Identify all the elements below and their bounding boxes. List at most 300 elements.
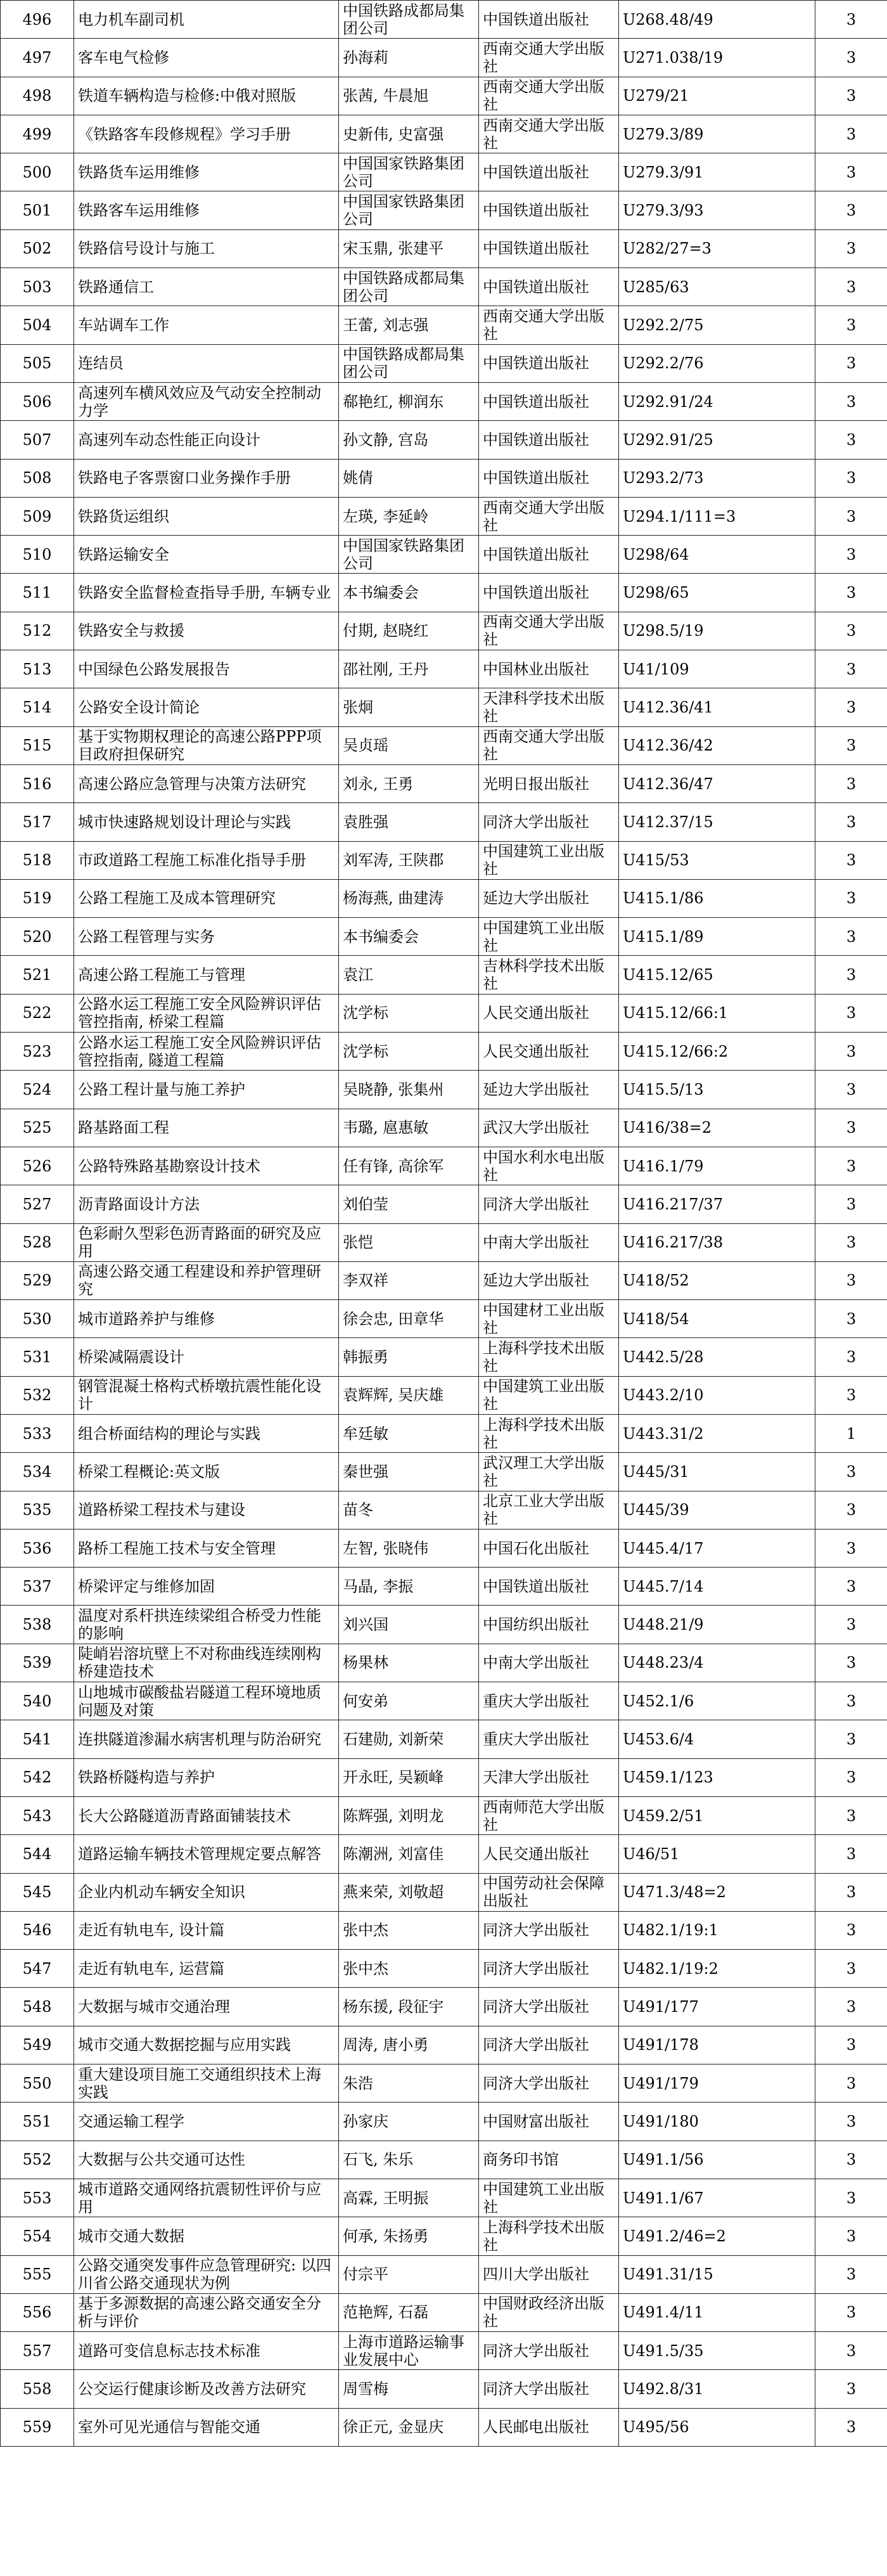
table-row <box>1 764 887 802</box>
book-title-cell: 温度对系杆拱连续梁组合桥受力性能的影响 <box>74 1606 339 1644</box>
author-cell: 刘兴国 <box>339 1606 479 1644</box>
call-number-cell: U416.1/79 <box>619 1147 815 1185</box>
book-title-cell: 铁路通信工 <box>74 268 339 306</box>
call-number-cell: U448.23/4 <box>619 1644 815 1682</box>
author-cell: 韩振勇 <box>339 1338 479 1376</box>
row-number-cell: 524 <box>1 1071 74 1109</box>
row-number-cell: 515 <box>1 726 74 764</box>
publisher-cell: 人民交通出版社 <box>479 1033 619 1071</box>
table-row <box>1 612 887 650</box>
book-title-cell: 电力机车副司机 <box>74 1 339 39</box>
publisher-cell: 中国劳动社会保障出版社 <box>479 1873 619 1911</box>
quantity-cell: 3 <box>815 1720 887 1758</box>
row-number-cell: 511 <box>1 574 74 612</box>
call-number-cell: U443.2/10 <box>619 1376 815 1414</box>
publisher-cell: 中国铁道出版社 <box>479 344 619 382</box>
book-title-cell: 铁路信号设计与施工 <box>74 229 339 267</box>
row-number-cell: 520 <box>1 918 74 956</box>
row-number-cell: 536 <box>1 1529 74 1567</box>
book-title-cell: 市政道路工程施工标准化指导手册 <box>74 841 339 879</box>
call-number-cell: U298/64 <box>619 536 815 574</box>
author-cell: 周雪梅 <box>339 2370 479 2408</box>
quantity-cell: 3 <box>815 688 887 726</box>
table-row <box>1 1071 887 1109</box>
author-cell: 本书编委会 <box>339 574 479 612</box>
quantity-cell: 3 <box>815 536 887 574</box>
call-number-cell: U492.8/31 <box>619 2370 815 2408</box>
table-row <box>1 1 887 39</box>
row-number-cell: 513 <box>1 650 74 688</box>
row-number-cell: 541 <box>1 1720 74 1758</box>
call-number-cell: U459.1/123 <box>619 1758 815 1796</box>
table-row <box>1 726 887 764</box>
row-number-cell: 498 <box>1 77 74 115</box>
row-number-cell: 553 <box>1 2179 74 2217</box>
table-row <box>1 1185 887 1223</box>
row-number-cell: 506 <box>1 382 74 420</box>
publisher-cell: 同济大学出版社 <box>479 1988 619 2026</box>
author-cell: 王蕾, 刘志强 <box>339 306 479 344</box>
author-cell: 邵社刚, 王丹 <box>339 650 479 688</box>
publisher-cell: 上海科学技术出版社 <box>479 1414 619 1452</box>
call-number-cell: U285/63 <box>619 268 815 306</box>
call-number-cell: U279.3/89 <box>619 115 815 153</box>
row-number-cell: 545 <box>1 1873 74 1911</box>
book-title-cell: 室外可见光通信与智能交通 <box>74 2408 339 2446</box>
table-row <box>1 2103 887 2141</box>
book-title-cell: 中国绿色公路发展报告 <box>74 650 339 688</box>
row-number-cell: 501 <box>1 191 74 229</box>
publisher-cell: 中国建筑工业出版社 <box>479 841 619 879</box>
publisher-cell: 中国铁道出版社 <box>479 574 619 612</box>
table-row <box>1 650 887 688</box>
quantity-cell: 3 <box>815 421 887 459</box>
table-row <box>1 191 887 229</box>
table-row <box>1 229 887 267</box>
book-title-cell: 公路工程施工及成本管理研究 <box>74 879 339 917</box>
publisher-cell: 人民邮电出版社 <box>479 2408 619 2446</box>
table-row <box>1 2179 887 2217</box>
quantity-cell: 3 <box>815 1911 887 1949</box>
publisher-cell: 中国建材工业出版社 <box>479 1300 619 1338</box>
book-title-cell: 连结员 <box>74 344 339 382</box>
book-title-cell: 沥青路面设计方法 <box>74 1185 339 1223</box>
call-number-cell: U268.48/49 <box>619 1 815 39</box>
publisher-cell: 中国铁道出版社 <box>479 421 619 459</box>
quantity-cell: 3 <box>815 2064 887 2103</box>
quantity-cell: 3 <box>815 1568 887 1606</box>
author-cell: 中国铁路成都局集团公司 <box>339 344 479 382</box>
book-title-cell: 公路安全设计简论 <box>74 688 339 726</box>
quantity-cell: 3 <box>815 497 887 535</box>
quantity-cell: 3 <box>815 2141 887 2179</box>
publisher-cell: 中国纺织出版社 <box>479 1606 619 1644</box>
call-number-cell: U491.4/11 <box>619 2293 815 2331</box>
book-title-cell: 城市道路养护与维修 <box>74 1300 339 1338</box>
row-number-cell: 499 <box>1 115 74 153</box>
author-cell: 杨东援, 段征宇 <box>339 1988 479 2026</box>
quantity-cell: 3 <box>815 2332 887 2370</box>
table-row <box>1 2255 887 2293</box>
row-number-cell: 555 <box>1 2255 74 2293</box>
quantity-cell: 3 <box>815 1300 887 1338</box>
publisher-cell: 中国铁道出版社 <box>479 1568 619 1606</box>
publisher-cell: 中国铁道出版社 <box>479 1 619 39</box>
author-cell: 范艳辉, 石磊 <box>339 2293 479 2331</box>
call-number-cell: U445.4/17 <box>619 1529 815 1567</box>
table-row <box>1 1453 887 1491</box>
row-number-cell: 508 <box>1 459 74 497</box>
publisher-cell: 天津科学技术出版社 <box>479 688 619 726</box>
call-number-cell: U415.1/89 <box>619 918 815 956</box>
call-number-cell: U292.2/76 <box>619 344 815 382</box>
author-cell: 付宗平 <box>339 2255 479 2293</box>
author-cell: 徐正元, 金显庆 <box>339 2408 479 2446</box>
call-number-cell: U415/53 <box>619 841 815 879</box>
quantity-cell: 3 <box>815 1 887 39</box>
call-number-cell: U46/51 <box>619 1835 815 1873</box>
row-number-cell: 552 <box>1 2141 74 2179</box>
table-row <box>1 1873 887 1911</box>
quantity-cell: 3 <box>815 574 887 612</box>
book-title-cell: 高速公路应急管理与决策方法研究 <box>74 764 339 802</box>
author-cell: 沈学标 <box>339 994 479 1032</box>
quantity-cell: 3 <box>815 1796 887 1834</box>
table-row <box>1 1835 887 1873</box>
call-number-cell: U282/27=3 <box>619 229 815 267</box>
call-number-cell: U445.7/14 <box>619 1568 815 1606</box>
quantity-cell: 3 <box>815 1376 887 1414</box>
table-row <box>1 2026 887 2064</box>
publisher-cell: 四川大学出版社 <box>479 2255 619 2293</box>
author-cell: 杨海燕, 曲建涛 <box>339 879 479 917</box>
table-row <box>1 1109 887 1147</box>
quantity-cell: 3 <box>815 803 887 841</box>
book-title-cell: 山地城市碳酸盐岩隧道工程环境地质问题及对策 <box>74 1682 339 1720</box>
row-number-cell: 529 <box>1 1261 74 1299</box>
call-number-cell: U298.5/19 <box>619 612 815 650</box>
publisher-cell: 中国铁道出版社 <box>479 459 619 497</box>
author-cell: 刘伯莹 <box>339 1185 479 1223</box>
author-cell: 徐会忠, 田章华 <box>339 1300 479 1338</box>
row-number-cell: 528 <box>1 1223 74 1261</box>
table-row <box>1 2217 887 2255</box>
author-cell: 韦璐, 扈惠敏 <box>339 1109 479 1147</box>
call-number-cell: U491.1/67 <box>619 2179 815 2217</box>
book-title-cell: 公路特殊路基勘察设计技术 <box>74 1147 339 1185</box>
publisher-cell: 中国财政经济出版社 <box>479 2293 619 2331</box>
book-title-cell: 铁道车辆构造与检修:中俄对照版 <box>74 77 339 115</box>
quantity-cell: 3 <box>815 1453 887 1491</box>
call-number-cell: U293.2/73 <box>619 459 815 497</box>
quantity-cell: 3 <box>815 1147 887 1185</box>
table-row <box>1 1796 887 1834</box>
quantity-cell: 3 <box>815 268 887 306</box>
author-cell: 何承, 朱扬勇 <box>339 2217 479 2255</box>
quantity-cell: 3 <box>815 2293 887 2331</box>
table-row <box>1 268 887 306</box>
row-number-cell: 533 <box>1 1414 74 1452</box>
quantity-cell: 3 <box>815 229 887 267</box>
quantity-cell: 3 <box>815 2217 887 2255</box>
row-number-cell: 535 <box>1 1491 74 1529</box>
author-cell: 孙文静, 宫岛 <box>339 421 479 459</box>
call-number-cell: U416/38=2 <box>619 1109 815 1147</box>
book-title-cell: 路基路面工程 <box>74 1109 339 1147</box>
table-row <box>1 1988 887 2026</box>
table-row <box>1 803 887 841</box>
book-title-cell: 铁路货运组织 <box>74 497 339 535</box>
author-cell: 中国国家铁路集团公司 <box>339 191 479 229</box>
table-row <box>1 39 887 77</box>
author-cell: 杨果林 <box>339 1644 479 1682</box>
author-cell: 马晶, 李振 <box>339 1568 479 1606</box>
quantity-cell: 3 <box>815 1529 887 1567</box>
table-row <box>1 1950 887 1988</box>
publisher-cell: 中国石化出版社 <box>479 1529 619 1567</box>
author-cell: 中国国家铁路集团公司 <box>339 536 479 574</box>
author-cell: 沈学标 <box>339 1033 479 1071</box>
row-number-cell: 502 <box>1 229 74 267</box>
publisher-cell: 西南交通大学出版社 <box>479 612 619 650</box>
quantity-cell: 3 <box>815 1682 887 1720</box>
author-cell: 何安弟 <box>339 1682 479 1720</box>
table-row <box>1 1147 887 1185</box>
publisher-cell: 人民交通出版社 <box>479 994 619 1032</box>
quantity-cell: 3 <box>815 1223 887 1261</box>
publisher-cell: 北京工业大学出版社 <box>479 1491 619 1529</box>
publisher-cell: 西南交通大学出版社 <box>479 306 619 344</box>
call-number-cell: U445/39 <box>619 1491 815 1529</box>
author-cell: 中国国家铁路集团公司 <box>339 153 479 191</box>
row-number-cell: 522 <box>1 994 74 1032</box>
publisher-cell: 西南交通大学出版社 <box>479 39 619 77</box>
book-title-cell: 高速公路交通工程建设和养护管理研究 <box>74 1261 339 1299</box>
publisher-cell: 西南交通大学出版社 <box>479 726 619 764</box>
quantity-cell: 3 <box>815 841 887 879</box>
book-title-cell: 铁路客车运用维修 <box>74 191 339 229</box>
book-title-cell: 桥梁工程概论:英文版 <box>74 1453 339 1491</box>
row-number-cell: 550 <box>1 2064 74 2103</box>
quantity-cell: 3 <box>815 1835 887 1873</box>
table-row <box>1 459 887 497</box>
publisher-cell: 中国建筑工业出版社 <box>479 2179 619 2217</box>
row-number-cell: 496 <box>1 1 74 39</box>
table-row <box>1 688 887 726</box>
call-number-cell: U412.36/47 <box>619 764 815 802</box>
author-cell: 上海市道路运输事业发展中心 <box>339 2332 479 2370</box>
table-row <box>1 1376 887 1414</box>
book-title-cell: 走近有轨电车, 设计篇 <box>74 1911 339 1949</box>
quantity-cell: 3 <box>815 956 887 994</box>
row-number-cell: 542 <box>1 1758 74 1796</box>
table-row <box>1 2141 887 2179</box>
book-title-cell: 大数据与城市交通治理 <box>74 1988 339 2026</box>
publisher-cell: 延边大学出版社 <box>479 1071 619 1109</box>
row-number-cell: 526 <box>1 1147 74 1185</box>
book-title-cell: 车站调车工作 <box>74 306 339 344</box>
call-number-cell: U412.37/15 <box>619 803 815 841</box>
publisher-cell: 西南交通大学出版社 <box>479 115 619 153</box>
book-title-cell: 铁路安全与救援 <box>74 612 339 650</box>
call-number-cell: U279.3/91 <box>619 153 815 191</box>
quantity-cell: 3 <box>815 726 887 764</box>
table-row <box>1 115 887 153</box>
publisher-cell: 中南大学出版社 <box>479 1223 619 1261</box>
row-number-cell: 518 <box>1 841 74 879</box>
book-title-cell: 色彩耐久型彩色沥青路面的研究及应用 <box>74 1223 339 1261</box>
call-number-cell: U491.1/56 <box>619 2141 815 2179</box>
book-title-cell: 道路运输车辆技术管理规定要点解答 <box>74 1835 339 1873</box>
book-title-cell: 城市交通大数据挖掘与应用实践 <box>74 2026 339 2064</box>
publisher-cell: 中国建筑工业出版社 <box>479 918 619 956</box>
table-row <box>1 574 887 612</box>
table-row <box>1 1491 887 1529</box>
table-row <box>1 1644 887 1682</box>
book-title-cell: 钢管混凝土格构式桥墩抗震性能化设计 <box>74 1376 339 1414</box>
book-title-cell: 企业内机动车辆安全知识 <box>74 1873 339 1911</box>
quantity-cell: 3 <box>815 2026 887 2064</box>
table-row <box>1 306 887 344</box>
row-number-cell: 558 <box>1 2370 74 2408</box>
call-number-cell: U442.5/28 <box>619 1338 815 1376</box>
table-row <box>1 2332 887 2370</box>
author-cell: 高霖, 王明振 <box>339 2179 479 2217</box>
publisher-cell: 中南大学出版社 <box>479 1644 619 1682</box>
quantity-cell: 3 <box>815 994 887 1032</box>
book-title-cell: 重大建设项目施工交通组织技术上海实践 <box>74 2064 339 2103</box>
call-number-cell: U279.3/93 <box>619 191 815 229</box>
call-number-cell: U294.1/111=3 <box>619 497 815 535</box>
author-cell: 姚倩 <box>339 459 479 497</box>
author-cell: 中国铁路成都局集团公司 <box>339 268 479 306</box>
quantity-cell: 3 <box>815 879 887 917</box>
author-cell: 吴贞瑶 <box>339 726 479 764</box>
row-number-cell: 548 <box>1 1988 74 2026</box>
author-cell: 张中杰 <box>339 1950 479 1988</box>
table-row <box>1 1529 887 1567</box>
publisher-cell: 光明日报出版社 <box>479 764 619 802</box>
author-cell: 石建勋, 刘新荣 <box>339 1720 479 1758</box>
row-number-cell: 551 <box>1 2103 74 2141</box>
table-row <box>1 956 887 994</box>
call-number-cell: U495/56 <box>619 2408 815 2446</box>
author-cell: 秦世强 <box>339 1453 479 1491</box>
row-number-cell: 540 <box>1 1682 74 1720</box>
book-title-cell: 《铁路客车段修规程》学习手册 <box>74 115 339 153</box>
call-number-cell: U292.2/75 <box>619 306 815 344</box>
publisher-cell: 延边大学出版社 <box>479 879 619 917</box>
author-cell: 袁胜强 <box>339 803 479 841</box>
row-number-cell: 517 <box>1 803 74 841</box>
quantity-cell: 3 <box>815 2255 887 2293</box>
quantity-cell: 3 <box>815 918 887 956</box>
book-title-cell: 大数据与公共交通可达性 <box>74 2141 339 2179</box>
book-title-cell: 长大公路隧道沥青路面铺装技术 <box>74 1796 339 1834</box>
author-cell: 石飞, 朱乐 <box>339 2141 479 2179</box>
book-title-cell: 公路工程管理与实务 <box>74 918 339 956</box>
book-title-cell: 组合桥面结构的理论与实践 <box>74 1414 339 1452</box>
publisher-cell: 重庆大学出版社 <box>479 1682 619 1720</box>
book-title-cell: 桥梁评定与维修加固 <box>74 1568 339 1606</box>
quantity-cell: 3 <box>815 1491 887 1529</box>
table-row <box>1 879 887 917</box>
book-title-cell: 城市交通大数据 <box>74 2217 339 2255</box>
row-number-cell: 554 <box>1 2217 74 2255</box>
row-number-cell: 509 <box>1 497 74 535</box>
call-number-cell: U415.5/13 <box>619 1071 815 1109</box>
publisher-cell: 同济大学出版社 <box>479 2370 619 2408</box>
row-number-cell: 516 <box>1 764 74 802</box>
book-title-cell: 铁路货车运用维修 <box>74 153 339 191</box>
row-number-cell: 505 <box>1 344 74 382</box>
quantity-cell: 3 <box>815 764 887 802</box>
quantity-cell: 3 <box>815 2408 887 2446</box>
publisher-cell: 同济大学出版社 <box>479 803 619 841</box>
publisher-cell: 西南交通大学出版社 <box>479 77 619 115</box>
author-cell: 张中杰 <box>339 1911 479 1949</box>
call-number-cell: U491/177 <box>619 1988 815 2026</box>
quantity-cell: 3 <box>815 1606 887 1644</box>
row-number-cell: 503 <box>1 268 74 306</box>
quantity-cell: 3 <box>815 382 887 420</box>
row-number-cell: 507 <box>1 421 74 459</box>
call-number-cell: U292.91/24 <box>619 382 815 420</box>
table-row <box>1 2370 887 2408</box>
table-row <box>1 1261 887 1299</box>
quantity-cell: 3 <box>815 115 887 153</box>
call-number-cell: U491/180 <box>619 2103 815 2141</box>
call-number-cell: U41/109 <box>619 650 815 688</box>
call-number-cell: U491/178 <box>619 2026 815 2064</box>
call-number-cell: U298/65 <box>619 574 815 612</box>
call-number-cell: U412.36/41 <box>619 688 815 726</box>
table-row <box>1 1911 887 1949</box>
author-cell: 宋玉鼎, 张建平 <box>339 229 479 267</box>
quantity-cell: 3 <box>815 1338 887 1376</box>
call-number-cell: U459.2/51 <box>619 1796 815 1834</box>
quantity-cell: 3 <box>815 459 887 497</box>
quantity-cell: 3 <box>815 1261 887 1299</box>
quantity-cell: 3 <box>815 2370 887 2408</box>
book-title-cell: 交通运输工程学 <box>74 2103 339 2141</box>
quantity-cell: 3 <box>815 2103 887 2141</box>
publisher-cell: 中国铁道出版社 <box>479 382 619 420</box>
author-cell: 吴晓静, 张集州 <box>339 1071 479 1109</box>
quantity-cell: 3 <box>815 344 887 382</box>
call-number-cell: U415.1/86 <box>619 879 815 917</box>
publisher-cell: 中国铁道出版社 <box>479 191 619 229</box>
call-number-cell: U452.1/6 <box>619 1682 815 1720</box>
quantity-cell: 3 <box>815 1950 887 1988</box>
author-cell: 牟廷敏 <box>339 1414 479 1452</box>
call-number-cell: U279/21 <box>619 77 815 115</box>
author-cell: 中国铁路成都局集团公司 <box>339 1 479 39</box>
publisher-cell: 中国财富出版社 <box>479 2103 619 2141</box>
row-number-cell: 510 <box>1 536 74 574</box>
table-row <box>1 1568 887 1606</box>
author-cell: 左瑛, 李延岭 <box>339 497 479 535</box>
row-number-cell: 557 <box>1 2332 74 2370</box>
row-number-cell: 531 <box>1 1338 74 1376</box>
book-title-cell: 走近有轨电车, 运营篇 <box>74 1950 339 1988</box>
table-row <box>1 1414 887 1452</box>
table-row <box>1 344 887 382</box>
row-number-cell: 559 <box>1 2408 74 2446</box>
call-number-cell: U491.31/15 <box>619 2255 815 2293</box>
publisher-cell: 上海科学技术出版社 <box>479 1338 619 1376</box>
table-row <box>1 1033 887 1071</box>
